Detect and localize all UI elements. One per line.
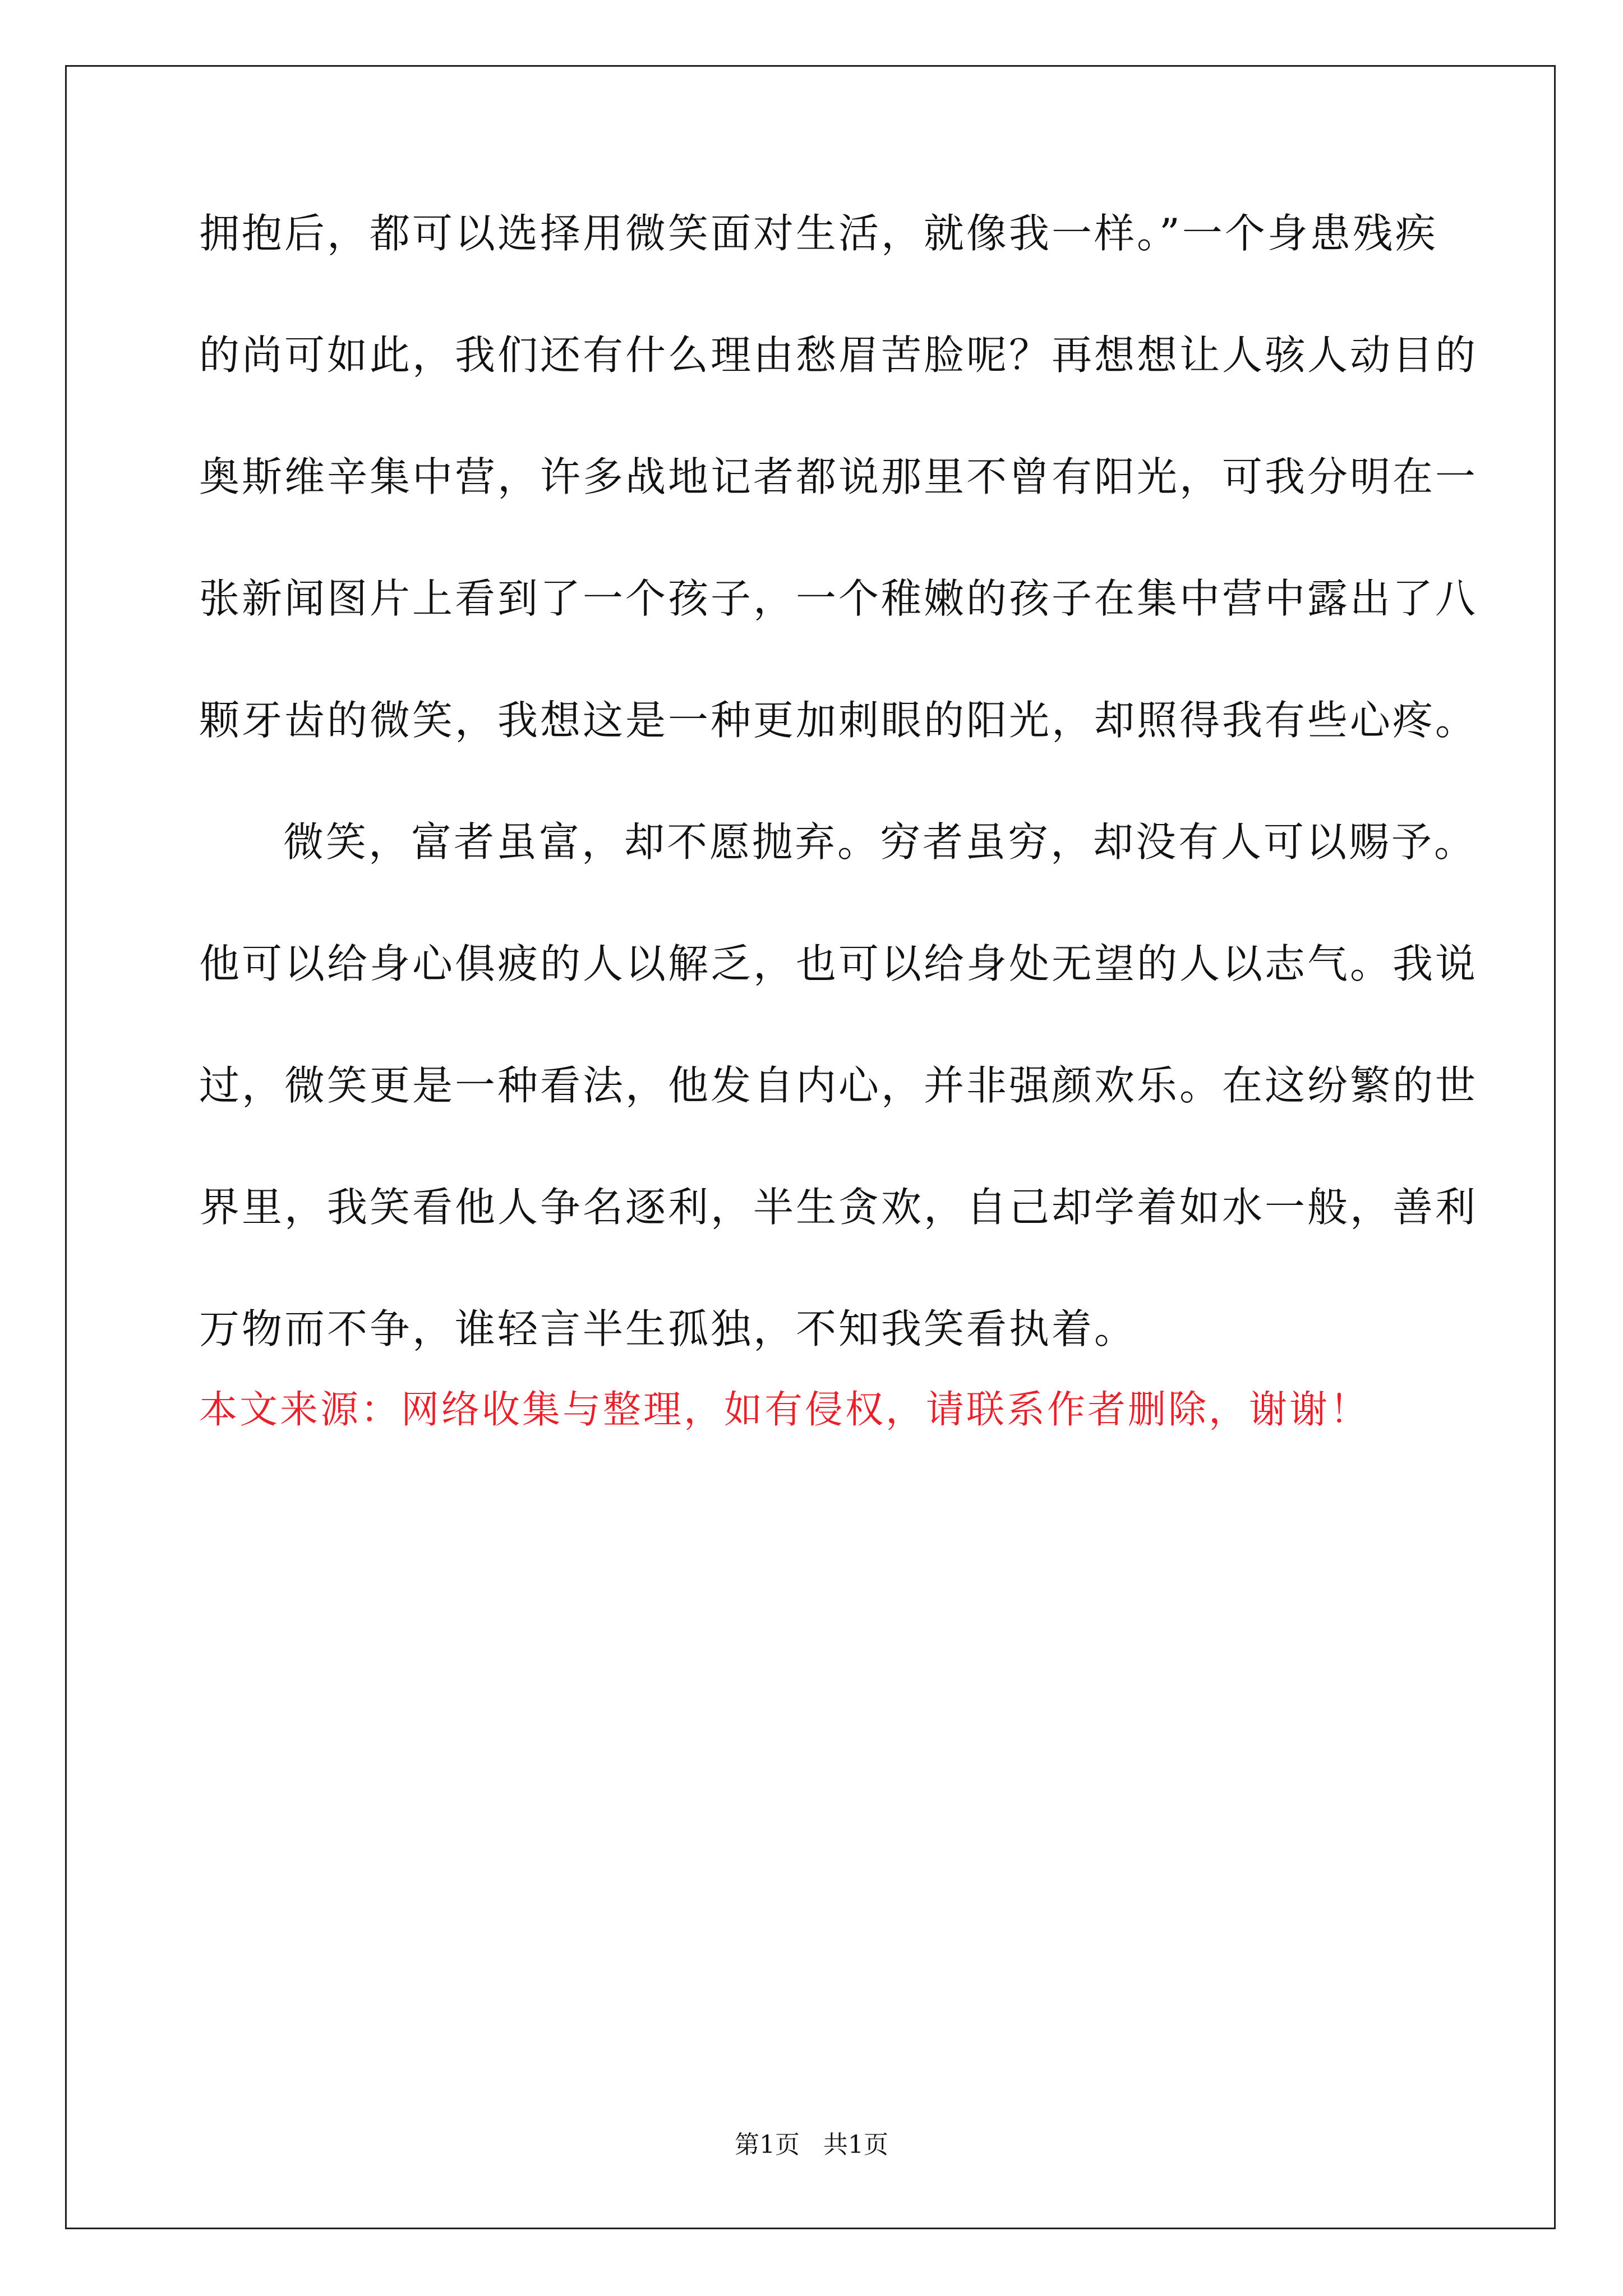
body-line-6: 微笑，富者虽富，却不愿抛弃。穷者虽穷，却没有人可以赐予。 [283,818,1477,866]
body-line-1: 拥抱后，都可以选择用微笑面对生活，就像我一样。”一个身患残疾 [199,210,1438,257]
body-line-9: 界里，我笑看他人争名逐利，半生贪欢，自己却学着如水一般，善利 [199,1184,1478,1231]
body-line-8: 过，微笑更是一种看法，他发自内心，并非强颜欢乐。在这纷繁的世 [199,1062,1478,1109]
body-line-4: 张新闻图片上看到了一个孩子，一个稚嫩的孩子在集中营中露出了八 [199,575,1478,622]
body-line-7: 他可以给身心俱疲的人以解乏，也可以给身处无望的人以志气。我说 [199,940,1478,987]
body-line-10: 万物而不争，谁轻言半生孤独，不知我笑看执着。 [199,1305,1137,1352]
document-body [199,210,1478,1430]
body-line-3: 奥斯维辛集中营，许多战地记者都说那里不曾有阳光，可我分明在一 [199,453,1478,500]
body-line-2: 的尚可如此，我们还有什么理由愁眉苦脸呢？再想想让人骇人动目的 [199,332,1478,379]
page-footer: 第1页 共1页 [735,2131,888,2159]
source-note: 本文来源：网络收集与整理，如有侵权，请联系作者删除，谢谢！ [199,1388,1371,1432]
body-line-5: 颗牙齿的微笑，我想这是一种更加刺眼的阳光，却照得我有些心疼。 [199,697,1478,744]
